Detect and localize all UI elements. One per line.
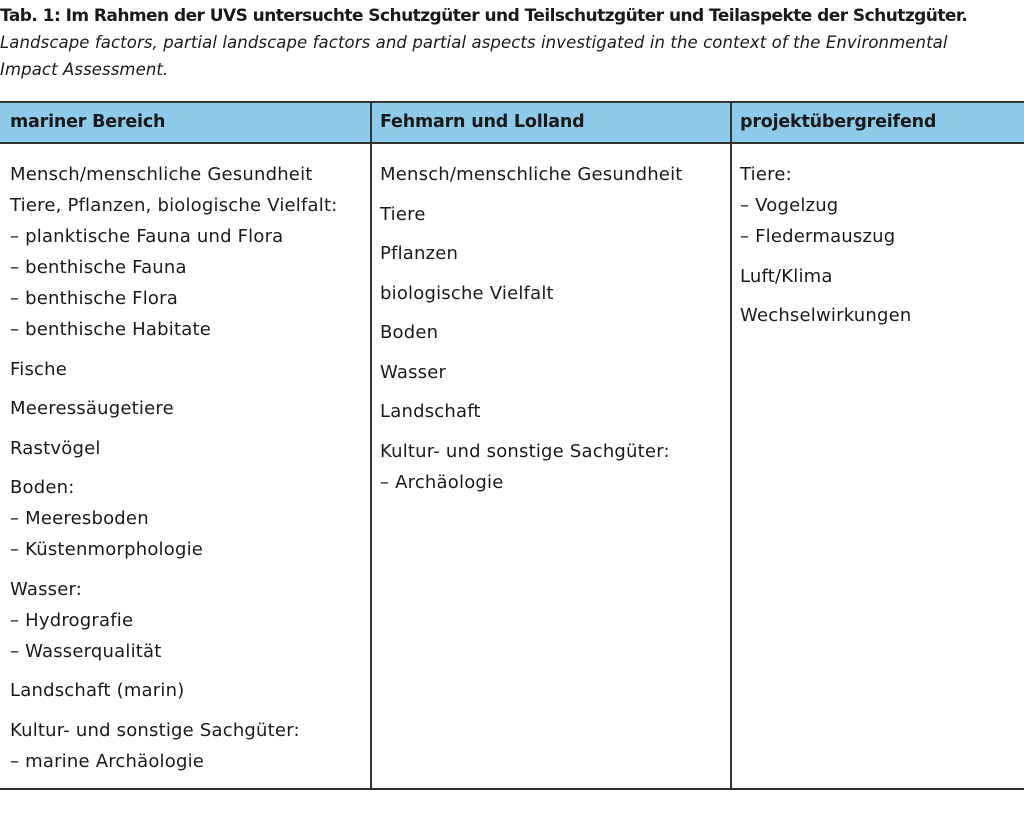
column-divider-1 [370, 103, 372, 788]
cell-group [380, 357, 683, 388]
cell-line: – Küstenmorphologie [10, 539, 204, 560]
cell-line: – benthische Flora [10, 288, 178, 309]
caption-subtitle-line-2: Impact Assessment. [0, 60, 169, 79]
cell-line: Wasser [380, 361, 447, 383]
cell-group [380, 278, 683, 309]
cell-group [10, 574, 338, 667]
header-mariner-bereich: mariner Bereich [10, 112, 166, 132]
cell-line: Mensch/menschliche Gesundheit [10, 164, 313, 185]
cell-line: Tiere, Pflanzen, biologische Vielfalt: [10, 195, 338, 216]
cell-line: Fische [10, 358, 68, 380]
column-divider-2 [730, 103, 732, 788]
cell-line: – Vogelzug [740, 195, 839, 216]
cell-line: biologische Vielfalt [380, 282, 554, 304]
cell-group [740, 159, 912, 252]
factors-table [0, 101, 1024, 790]
cell-group [10, 472, 338, 565]
cell-group [380, 317, 683, 348]
cell-group [10, 354, 338, 385]
cell-line: Wechselwirkungen [740, 305, 912, 326]
cell-line: – Hydrografie [10, 609, 134, 631]
cell-group [380, 159, 683, 190]
cell-group [380, 396, 683, 427]
cell-line: – Archäologie [380, 471, 504, 493]
caption-subtitle-line-1: Landscape factors, partial landscape factors and partial aspects investigated in the context of the Environmental [0, 33, 948, 52]
cell-group [10, 715, 338, 777]
cell-line: – Wasserqualität [10, 640, 162, 662]
cell-line: – benthische Habitate [10, 319, 211, 340]
cell-line: Kultur- und sonstige Sachgüter: [10, 719, 300, 741]
cell-line: Boden [380, 322, 439, 343]
cell-line: Meeressäugetiere [10, 398, 174, 419]
cell-group [10, 675, 338, 706]
caption-title: Tab. 1: Im Rahmen der UVS untersuchte Schutzgüter und Teilschutzgüter und Teilaspekte der Schutzgüter. [0, 6, 968, 26]
cell-line: – planktische Fauna und Flora [10, 226, 284, 247]
column-mariner-bereich [10, 159, 338, 777]
column-projektuebergreifend [740, 159, 912, 331]
cell-line: Tiere [380, 203, 426, 225]
header-projektuebergreifend: projektübergreifend [740, 112, 937, 132]
cell-line: Mensch/menschliche Gesundheit [380, 164, 683, 185]
cell-group [10, 159, 338, 345]
cell-line: Boden: [10, 477, 75, 498]
cell-group [380, 238, 683, 269]
cell-line: Landschaft (marin) [10, 680, 185, 701]
cell-group [740, 261, 912, 292]
cell-line: – Fledermauszug [740, 226, 896, 247]
cell-group [380, 436, 683, 498]
header-fehmarn-und-lolland: Fehmarn und Lolland [380, 112, 585, 132]
cell-line: – benthische Fauna [10, 257, 187, 278]
cell-line: Rastvögel [10, 437, 101, 459]
cell-line: – Meeresboden [10, 508, 149, 529]
table-caption [0, 0, 1024, 83]
cell-line: Kultur- und sonstige Sachgüter: [380, 440, 670, 462]
cell-line: Wasser: [10, 578, 83, 600]
cell-group [380, 199, 683, 230]
column-fehmarn-und-lolland [380, 159, 683, 498]
cell-line: Tiere: [740, 164, 792, 185]
cell-group [740, 300, 912, 331]
cell-group [10, 433, 338, 464]
table-header-row [0, 103, 1024, 144]
cell-line: Luft/Klima [740, 265, 833, 287]
cell-line: – marine Archäologie [10, 750, 205, 772]
cell-line: Pflanzen [380, 243, 459, 264]
cell-group [10, 393, 338, 424]
cell-line: Landschaft [380, 401, 481, 422]
